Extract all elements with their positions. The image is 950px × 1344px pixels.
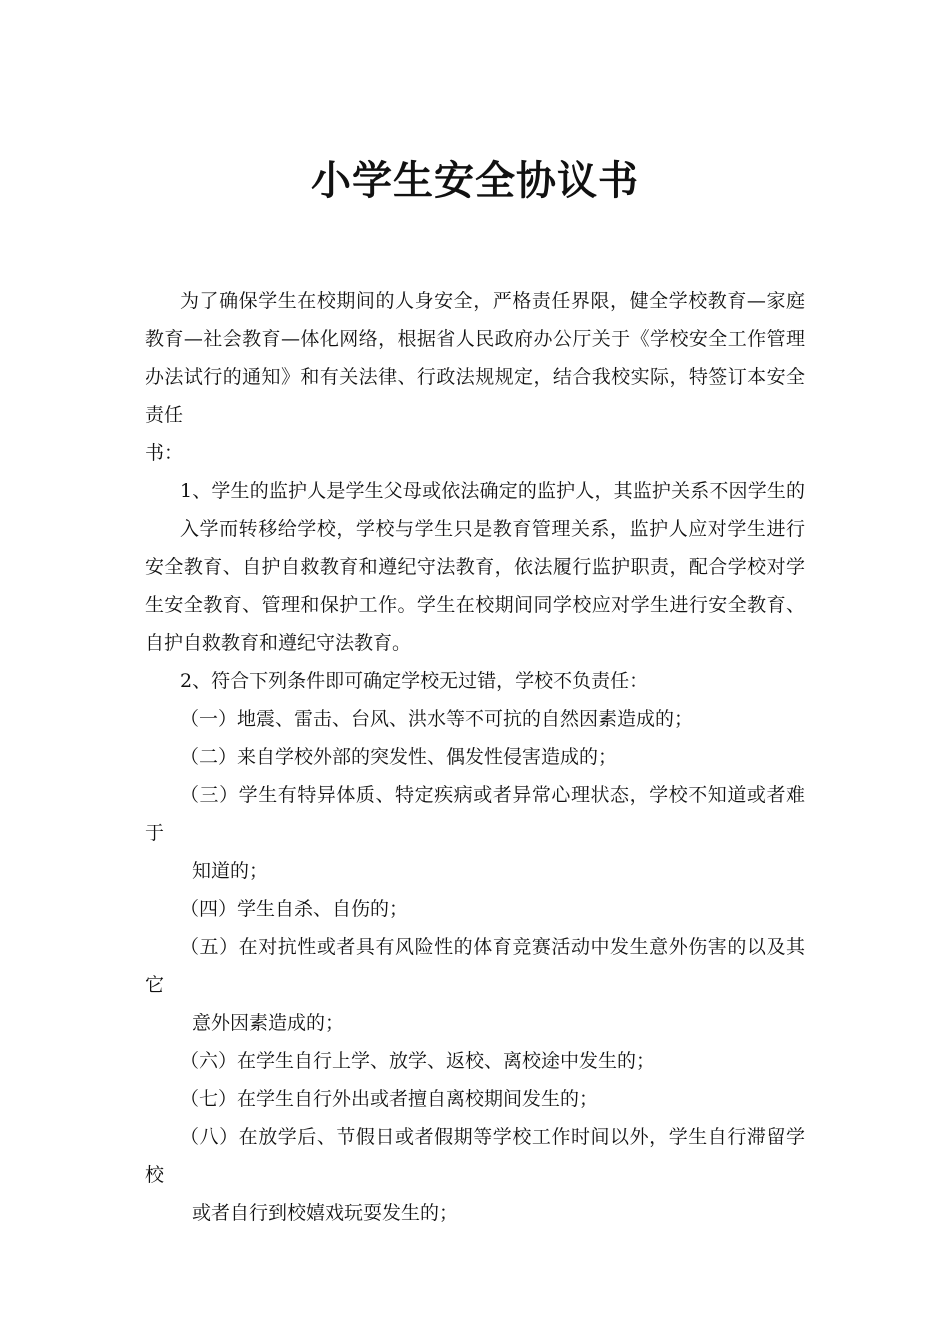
- sub-clause-line: 校: [145, 1164, 165, 1186]
- sub-clause-line: 意外因素造成的；: [192, 1012, 345, 1034]
- sub-clause-line: 或者自行到校嬉戏玩耍发生的；: [192, 1202, 459, 1224]
- sub-clause-line: （六）在学生自行上学、放学、返校、离校途中发生的；: [180, 1050, 656, 1072]
- clause-line: 生安全教育、管理和保护工作。学生在校期间同学校应对学生进行安全教育、: [145, 594, 805, 616]
- clause-line: 自护自救教育和遵纪守法教育。: [145, 632, 412, 654]
- clause-line: 1、学生的监护人是学生父母或依法确定的监护人，其监护关系不因学生的: [180, 480, 805, 502]
- sub-clause-line: （三）学生有特异体质、特定疾病或者异常心理状态，学校不知道或者难: [180, 784, 805, 806]
- document-title: 小学生安全协议书: [311, 157, 639, 204]
- paragraph-line: 书：: [145, 442, 184, 464]
- sub-clause-line: （一）地震、雷击、台风、洪水等不可抗的自然因素造成的；: [180, 708, 694, 730]
- sub-clause-line: 知道的；: [192, 860, 269, 882]
- clause-line: 2、符合下列条件即可确定学校无过错，学校不负责任：: [180, 670, 649, 692]
- sub-clause-line: （五）在对抗性或者具有风险性的体育竞赛活动中发生意外伤害的以及其: [180, 936, 805, 958]
- sub-clause-line: （二）来自学校外部的突发性、偶发性侵害造成的；: [180, 746, 618, 768]
- sub-clause-line: （八）在放学后、节假日或者假期等学校工作时间以外，学生自行滞留学: [180, 1126, 805, 1148]
- paragraph-line: 办法试行的通知》和有关法律、行政法规规定，结合我校实际，特签订本安全: [145, 366, 805, 388]
- sub-clause-line: 它: [145, 974, 165, 996]
- sub-clause-line: （四）学生自杀、自伤的；: [180, 898, 409, 920]
- paragraph-line: 为了确保学生在校期间的人身安全，严格责任界限，健全学校教育—家庭: [180, 290, 805, 312]
- paragraph-line: 责任: [145, 404, 184, 426]
- sub-clause-line: （七）在学生自行外出或者擅自离校期间发生的；: [180, 1088, 599, 1110]
- paragraph-line: 教育—社会教育—体化网络，根据省人民政府办公厅关于《学校安全工作管理: [145, 328, 805, 350]
- clause-line: 安全教育、自护自救教育和遵纪守法教育，依法履行监护职责，配合学校对学: [145, 556, 805, 578]
- clause-line: 入学而转移给学校，学校与学生只是教育管理关系，监护人应对学生进行: [180, 518, 805, 540]
- sub-clause-line: 于: [145, 822, 165, 844]
